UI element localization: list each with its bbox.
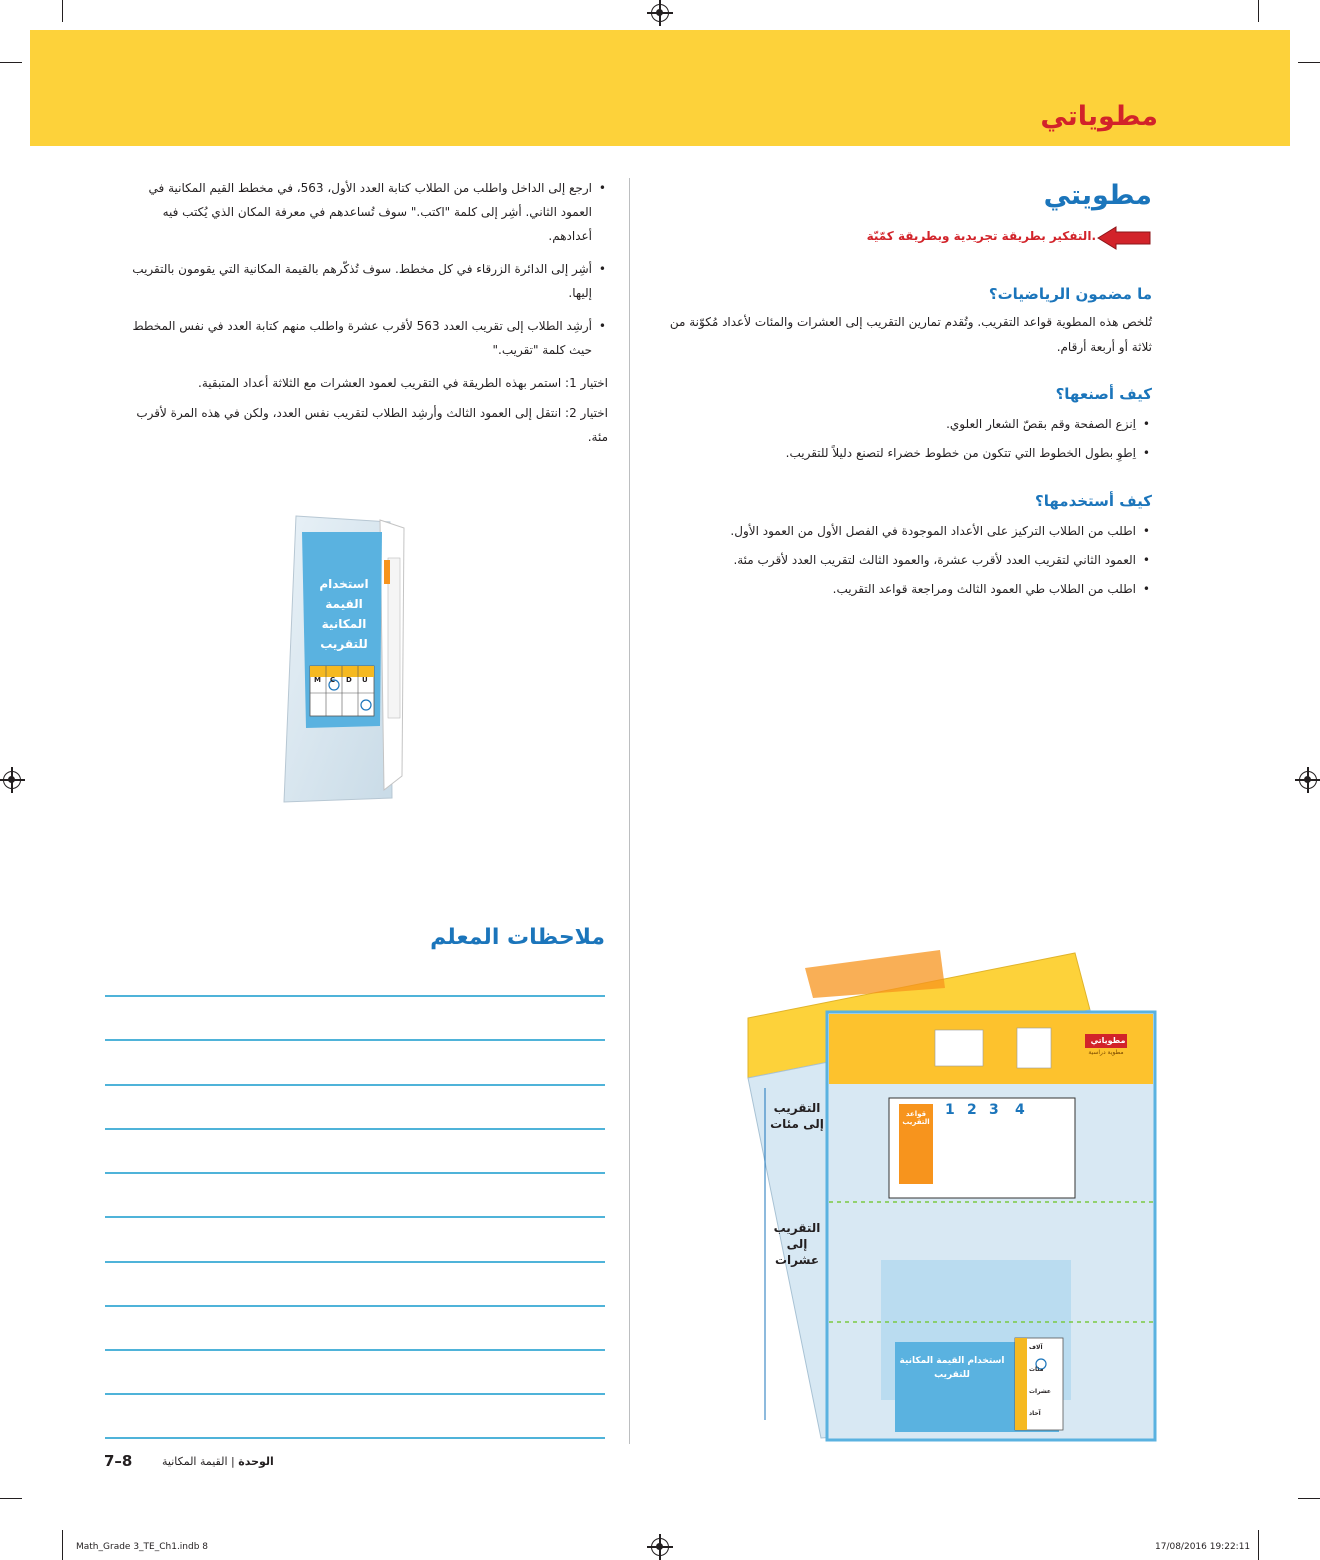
crop-mark xyxy=(0,1498,22,1499)
note-line xyxy=(105,1172,605,1174)
list-item: • اِنزع الصفحة وقم بقصّ الشعار العلوي. xyxy=(662,414,1152,434)
unit-name: القيمة المكانية xyxy=(162,1455,228,1468)
foldable-photo xyxy=(280,508,420,808)
crop-mark xyxy=(62,1530,63,1560)
crop-mark xyxy=(1258,0,1259,22)
preview-grid-header xyxy=(1027,1340,1063,1430)
use-heading: كيف أستخدمها؟ xyxy=(1035,492,1152,510)
make-heading: كيف أصنعها؟ xyxy=(1055,385,1152,403)
step-number: 3 xyxy=(989,1102,999,1118)
unit-label xyxy=(162,1455,274,1468)
list-item: • ارجع إلى الداخل واطلب من الطلاب كتابة العدد الأول، 563، في مخطط القيم المكانية في العمود الثاني. أشِر إلى كلمة "اكتب." سوف تُساعدهم في معرفة المكان الذي يُكتب فيه أعدادهم. xyxy=(128,176,608,248)
step-number: 4 xyxy=(1015,1102,1025,1118)
page-number: 7–8 xyxy=(104,1452,133,1470)
foldable-heading: مطويتي xyxy=(1043,180,1152,211)
printable-preview xyxy=(745,950,1165,1450)
registration-mark-icon xyxy=(3,771,21,789)
preview-badge-sub: مطوية دراسية xyxy=(1088,1049,1124,1056)
instructions-list xyxy=(128,176,608,449)
date-slug: 17/08/2016 19:22:11 xyxy=(1155,1542,1251,1552)
make-list xyxy=(662,414,1152,472)
callout xyxy=(866,226,1152,250)
crop-mark xyxy=(1258,1530,1259,1560)
unit-separator: | xyxy=(231,1455,235,1468)
note-line xyxy=(105,995,605,997)
registration-mark-icon xyxy=(1299,771,1317,789)
grid-label: M xyxy=(314,676,321,684)
note-line xyxy=(105,1039,605,1041)
note-line xyxy=(105,1349,605,1351)
crop-mark xyxy=(62,0,63,22)
note-line xyxy=(105,1437,605,1439)
crop-mark xyxy=(1298,1498,1320,1499)
banner-title: مطوياتي xyxy=(1040,101,1158,132)
step-number: 2 xyxy=(967,1102,977,1118)
preview-rules-label: قواعد التقريب xyxy=(902,1110,930,1126)
registration-mark-icon xyxy=(651,4,669,22)
list-item: • أشِر إلى الدائرة الزرقاء في كل مخطط. سوف تُذكّرهم بالقيمة المكانية التي يقومون بالتقريب إليها. xyxy=(128,257,608,305)
note-line xyxy=(105,1128,605,1130)
grid-label: C xyxy=(330,676,336,684)
list-item: • اطلب من الطلاب طي العمود الثالث ومراجعة قواعد التقريب. xyxy=(662,579,1152,599)
crop-mark xyxy=(0,62,22,63)
preview-column-tens: التقريب إلى عشرات xyxy=(773,1221,821,1267)
list-item: • العمود الثاني لتقريب العدد لأقرب عشرة، والعمود الثالث لتقريب العدد لأقرب مئة. xyxy=(662,550,1152,570)
note-line xyxy=(105,1084,605,1086)
page-banner xyxy=(30,30,1290,146)
note-line xyxy=(105,1261,605,1263)
preview-column-hundreds: التقريب إلى مئات xyxy=(770,1101,824,1131)
what-text: تُلخص هذه المطوية قواعد التقريب. وتُقدم تمارين التقريب إلى العشرات والمئات لأعداد مُكوّنة من ثلاثة أو أربعة أرقام. xyxy=(669,315,1152,354)
note-line xyxy=(105,1216,605,1218)
list-item: • أرشِد الطلاب إلى تقريب العدد 563 لأقرب عشرة واطلب منهم كتابة العدد في نفس المخطط حيث كلمة "تقريب." xyxy=(128,314,608,362)
callout-text: التفكير بطريقة تجريدية وبطريقة كمّيّة. xyxy=(866,229,1096,243)
mini-foldable-title: استخدام القيمة المكانية للتقريب xyxy=(319,577,369,651)
grid-label: آحاد xyxy=(1029,1410,1041,1417)
note-line xyxy=(105,1393,605,1395)
grid-label: D xyxy=(346,676,352,684)
option-one: اختيار 1: استمر بهذه الطريقة في التقريب لعمود العشرات مع الثلاثة أعداد المتبقية. xyxy=(198,376,608,390)
note-line xyxy=(105,1305,605,1307)
step-number: 1 xyxy=(945,1102,955,1118)
file-slug: Math_Grade 3_TE_Ch1.indb 8 xyxy=(76,1542,209,1552)
teacher-notes-title: ملاحظات المعلم xyxy=(430,925,605,950)
crop-mark xyxy=(1298,62,1320,63)
grid-label: U xyxy=(362,676,368,684)
registration-mark-icon xyxy=(651,1538,669,1556)
grid-label: آلاف xyxy=(1029,1344,1043,1351)
grid-label: عشرات xyxy=(1029,1388,1052,1395)
grid-label: مئات xyxy=(1029,1366,1044,1373)
use-list xyxy=(662,521,1152,608)
option-two: اختيار 2: انتقل إلى العمود الثالث وأرشِد الطلاب لتقريب نفس العدد، ولكن في هذه المرة لأقرب مئة. xyxy=(136,406,608,444)
unit-word: الوحدة xyxy=(238,1455,274,1468)
preview-front-title: استخدام القيمة المكانية للتقريب xyxy=(899,1356,1005,1380)
list-item: • اِطوِ بطول الخطوط التي تتكون من خطوط خضراء لتصنع دليلاً للتقريب. xyxy=(662,443,1152,463)
what-heading: ما مضمون الرياضيات؟ xyxy=(988,285,1152,303)
preview-badge: مطوياتي xyxy=(1090,1036,1126,1045)
mini-grid-header xyxy=(310,676,374,688)
list-item: • اطلب من الطلاب التركيز على الأعداد الموجودة في الفصل الأول من العمود الأول. xyxy=(662,521,1152,541)
left-arrow-icon xyxy=(1096,226,1152,250)
column-divider xyxy=(629,178,630,1444)
preview-steps xyxy=(945,1102,1065,1118)
